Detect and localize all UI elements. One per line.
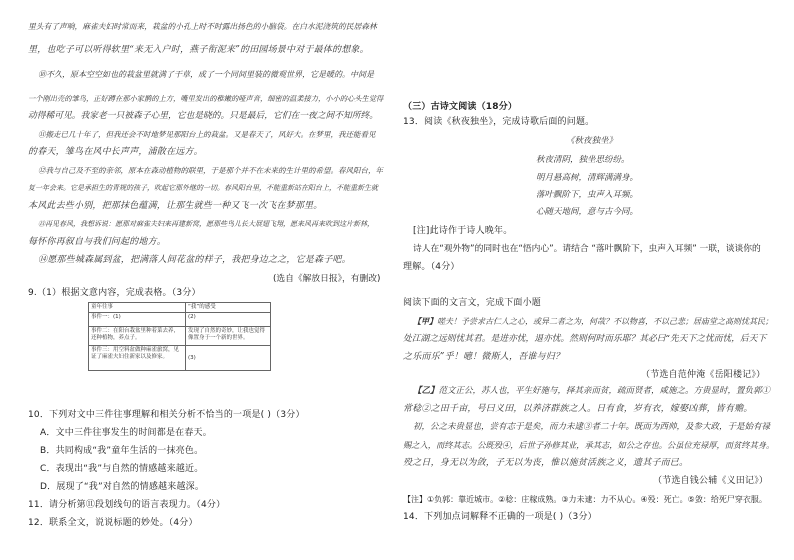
paragraph-14-line: ⑭愿那些城森属到盆，把满落人间花盆的样子，我把身边之之，它是森子吧。 xyxy=(38,255,351,265)
table-cell: 事件三：用空料盆做种麻雀旅窝，见证了麻雀夫妇住新家以及修家。 xyxy=(89,346,186,371)
question-13-prompt: 理解。（4分） xyxy=(403,262,460,272)
paragraph-13-line: ⑬再见春风，我想诉说：愿那对麻雀夫妇来再建新窝，愿那些鸟儿长大展翅飞翔，愿来风再来吹到这片新林， xyxy=(38,220,374,228)
question-9: 9.（1）根据文意内容，完成表格。（3分） xyxy=(28,288,201,298)
passage-jia-line: 【甲】嗟夫！予尝求古仁人之心，或异二者之为，何哉？不以物喜，不以己悲；居庙堂之高则忧其民； xyxy=(413,316,773,326)
paragraph-11-line: ⑪搬走已几十年了，但我还会不时地梦见那阳台上的栽盆。又是春天了，风好大。在梦里，我还能看见 xyxy=(38,130,376,139)
paragraph-12-line: 复一年会来。它是承担生的青规的孩子，吹起它那外继的一切。春风阳台里，不能重新站在阳台上，不能重新生就 xyxy=(28,184,378,192)
passage-yi-line: 【乙】范文正公，苏人也，平生好施与，择其亲而贫，疏而贤者，咸施之。方贵显时，置负郭① xyxy=(413,386,771,396)
table-row xyxy=(89,346,271,371)
question-11: 11．请分析第⑪段划线句的语言表现力。（4分） xyxy=(28,500,226,510)
passage-jia-label: 【甲】 xyxy=(413,316,437,326)
passage-yi-label: 【乙】 xyxy=(413,386,439,396)
table-cell[interactable]: (3) xyxy=(186,346,271,371)
paragraph-12-line: ⑫我与自己及不至的亲邻，原本在森动植物的联里，于是那个并不在未来的生计里的希望。春风阳台，年 xyxy=(38,166,383,175)
passage-yi-line: 赐之入，而终其志。公既殁④，后世子孙修其业，承其志，如公之存也。公虽位充禄厚，而贫终其身。 xyxy=(403,440,775,450)
paragraph-line: 里，也吃子可以听得软里“来无入户时，燕子衔泥来”的田园场景中对于最体的想象。 xyxy=(28,45,369,55)
answer-table xyxy=(88,302,271,371)
jia-source: （节选自范仲淹《岳阳楼记》） xyxy=(641,370,766,380)
yi-source: （节选自钱公辅《义田记》） xyxy=(653,476,769,486)
poem-line: 明月悬高树，清辉满满身。 xyxy=(536,173,639,183)
table-cell[interactable]: 事件一：(1) xyxy=(89,313,186,327)
table-row xyxy=(89,327,271,346)
table-cell: 事件二：在阳台栽盆里种着菜去养，还种植物，养点子。 xyxy=(89,327,186,346)
reading-intro: 阅读下面的文言文，完成下面小题 xyxy=(403,298,542,308)
source-citation: (选自《解放日报》，有删改) xyxy=(273,274,381,284)
question-14: 14．下列加点词解释不正确的一项是( )（3分） xyxy=(403,512,597,522)
paragraph-10-line: 一个刚出壳的雏鸟，正好蹲在那小家鹊的上方，嘴里发出的稚嫩的哑声音，细密的温柔接力，小小的心头生觉得 xyxy=(28,94,384,103)
poem-line: 落叶飘阶下，虫声入耳频。 xyxy=(536,190,639,200)
passage-yi-line: 常稔②之田千亩，号曰义田，以养济群族之人。日有食，岁有衣，嫁娶凶葬，皆有赡。 xyxy=(403,404,753,414)
table-cell[interactable]: (2) xyxy=(186,313,271,327)
poem-line: 秋夜清阴，独坐思纷纷。 xyxy=(536,155,630,165)
table-header-row xyxy=(89,303,271,313)
question-13-prompt: 诗人在“观外物”的同时也在“悟内心”。请结合 “落叶飘阶下，虫声入耳频” 一联，谈谈你的 xyxy=(413,244,761,254)
option-c[interactable]: C．表现出“我”与自然的情感越来越近。 xyxy=(40,464,204,474)
question-13: 13．阅读《秋夜独坐》，完成诗歌后面的问题。 xyxy=(403,117,595,127)
question-12: 12．联系全文，说说标题的妙处。（4分） xyxy=(28,518,198,528)
option-b[interactable]: B．共同构成“我”童年生活的一抹亮色。 xyxy=(40,446,204,456)
table-cell: 发现了自然的奇妙，让我也觉得像置身于一个新的世界。 xyxy=(186,327,271,346)
paragraph-12-line: 本风此去些小别，把那抹色蕴满，让那生就些一种又飞一次飞在梦那里。 xyxy=(28,201,323,211)
table-header-cell: “我”的感受 xyxy=(186,303,271,313)
paragraph-11-line: 的春天，雏鸟在风中长声声，浦散在远方。 xyxy=(28,147,203,157)
paragraph-line: 里头有了声响，麻雀夫妇时常而来，栽盆的小孔上时不时露出扬色的小脑袋。在白水泥浇筑的民居森林 xyxy=(28,22,377,31)
passage-jia-line: 处江湖之远则忧其君。是进亦忧，退亦忧。然则何时而乐耶？其必曰“先天下之忧而忧，后天下 xyxy=(403,334,767,344)
passage-jia-line: 之乐而乐”乎！噫！微斯人，吾谁与归？ xyxy=(403,352,565,362)
table-row xyxy=(89,313,271,327)
poem-title: 《秋夜独坐》 xyxy=(566,136,618,146)
poem-line: 心随天地间，意与古今同。 xyxy=(536,207,639,217)
paragraph-13-line: 每怀你再叙自与我们问起的地方。 xyxy=(28,237,167,247)
question-10: 10．下列对文中三件往事理解和相关分析不恰当的一项是( )（3分） xyxy=(28,410,305,420)
paragraph-10-line: 动得稀可见。我家老一只被森子心里，它也是晓的。只是最后，它们在一夜之间不知所终。 xyxy=(28,111,378,121)
section-title: （三）古诗文阅读（18分） xyxy=(403,102,518,112)
option-d[interactable]: D．展现了“我”对自然的情感越来越深。 xyxy=(40,482,205,492)
poem-note: [注]此诗作于诗人晚年。 xyxy=(413,226,513,236)
table-header-cell: 童年往事 xyxy=(89,303,186,313)
paragraph-10-line: ⑩不久，原本空空如也的栽盆里就满了干草，成了一个同间里装的微观世界，它是暖的。中间是 xyxy=(38,70,374,79)
footnotes: 【注】①负郭：靠近城市。②稔：庄稼成熟。③力未逮：力不从心。④殁：死亡。⑤敛：给死尸穿衣服。 xyxy=(403,495,767,504)
option-a[interactable]: A．文中三件往事发生的时间都是在春天。 xyxy=(40,428,212,438)
passage-yi-line: 殁之日，身无以为敛，子无以为丧，惟以施贫活族之义，遗其子而已。 xyxy=(403,458,689,468)
passage-yi-line: 初，公之未贵显也，尝有志于是矣，而力未逮③者二十年。既而为西帅，及参大政，于是始有禄 xyxy=(413,422,771,432)
